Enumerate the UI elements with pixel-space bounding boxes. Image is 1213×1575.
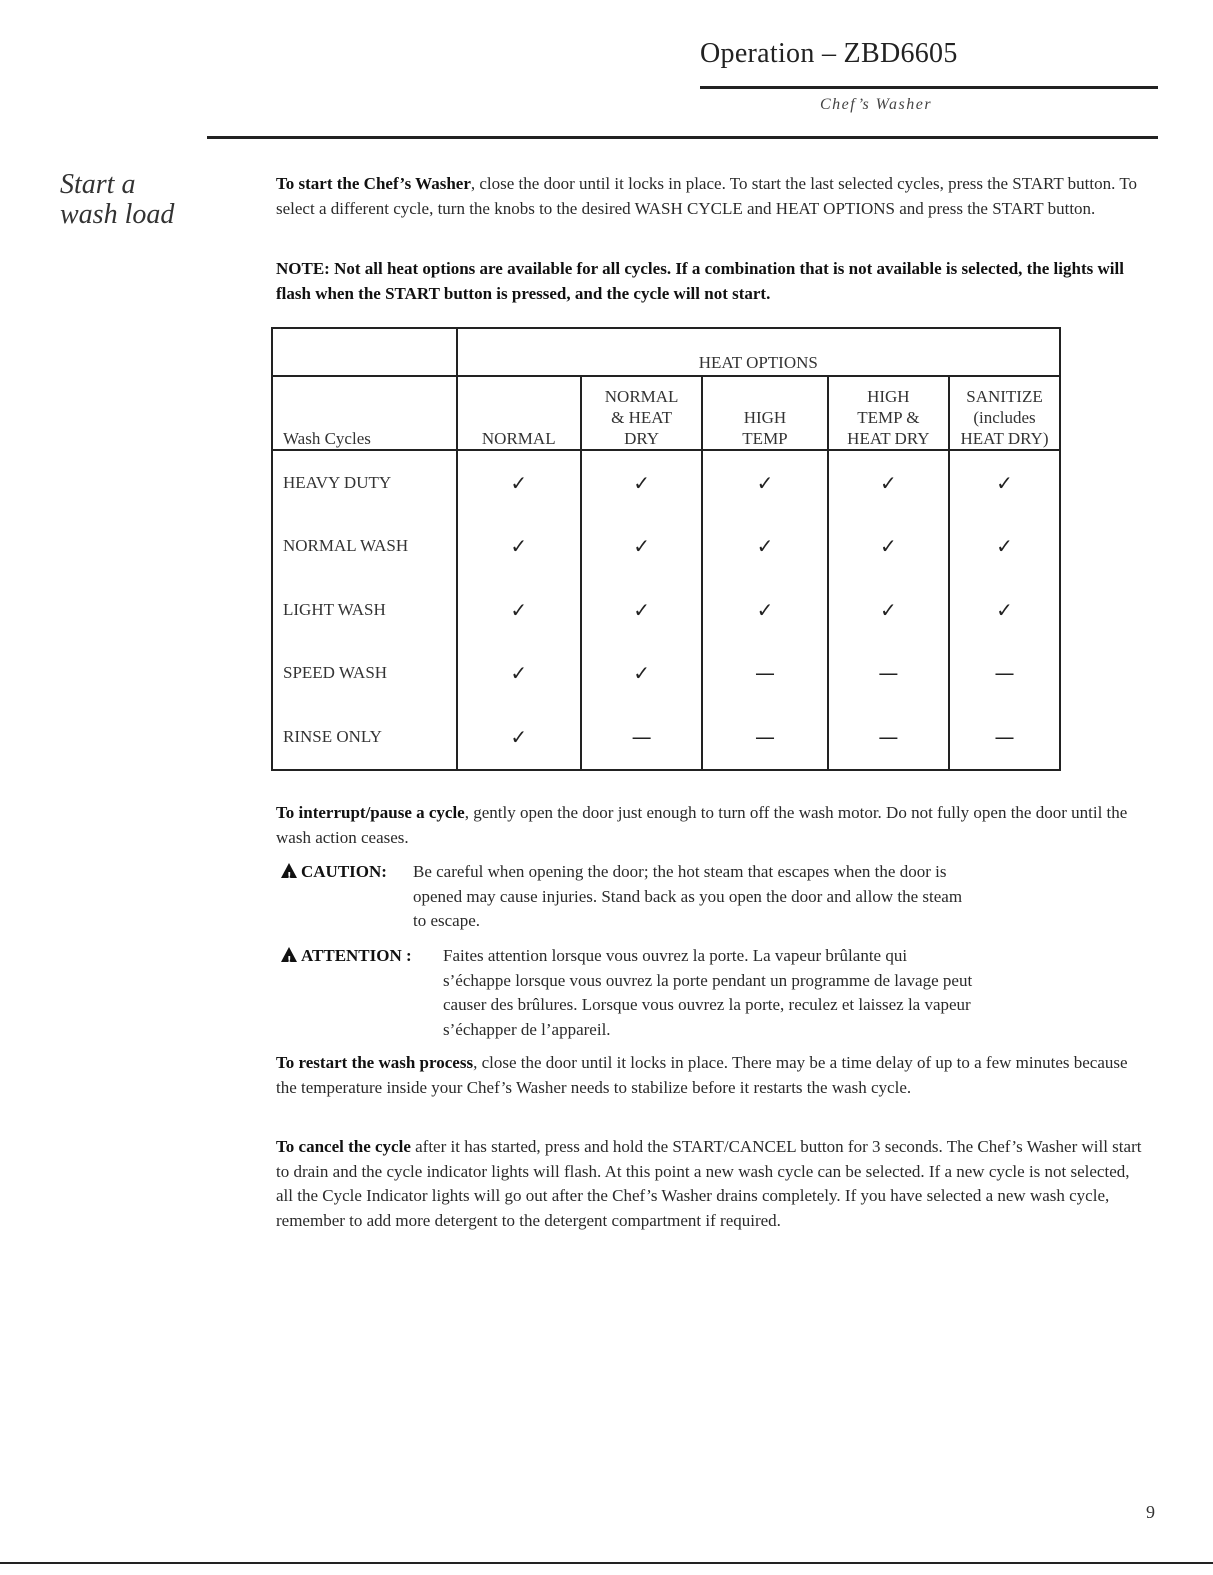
attention-line: s’échapper de l’appareil. bbox=[443, 1019, 611, 1039]
attention-line: Faites attention lorsque vous ouvrez la porte. La vapeur brûlante qui bbox=[443, 946, 908, 965]
option-mark: ✓ bbox=[581, 578, 702, 642]
option-mark: ✓ bbox=[702, 578, 827, 642]
column-header-line: NORMAL bbox=[604, 387, 679, 406]
option-mark: — bbox=[949, 642, 1060, 706]
option-mark: ✓ bbox=[581, 450, 702, 515]
column-header-line: HIGH bbox=[743, 408, 787, 427]
section-title-line-1: Start a bbox=[60, 169, 136, 200]
restart-text: , close the door until it locks in place. There may be a time delay of up to a few minutes because the temperature inside your Chef’s Washer needs to stabilize before it restarts the wash cycle. bbox=[276, 1053, 1128, 1097]
table-corner-cell bbox=[272, 328, 457, 376]
intro-paragraph bbox=[276, 172, 1146, 221]
option-mark: ✓ bbox=[828, 515, 949, 579]
wash-cycle-name: HEAVY DUTY bbox=[283, 472, 392, 492]
section-title-line-2: wash load bbox=[60, 199, 175, 230]
option-mark: — bbox=[702, 642, 827, 706]
option-mark: ✓ bbox=[581, 642, 702, 706]
column-header-sanitize bbox=[949, 376, 1060, 450]
option-mark: ✓ bbox=[457, 515, 581, 579]
column-header-line: & HEAT bbox=[611, 408, 673, 427]
note-paragraph: NOTE: Not all heat options are available for all cycles. If a combination that is not available is selected, the lights will flash when the START button is pressed, and the cycle will not start. bbox=[276, 259, 1124, 303]
caution-line: opened may cause injuries. Stand back as you open the door and allow the steam bbox=[413, 886, 963, 906]
column-header-high-temp-heat-dry bbox=[828, 376, 949, 450]
option-mark: ✓ bbox=[949, 515, 1060, 579]
wash-cycle-name: SPEED WASH bbox=[283, 663, 388, 683]
wash-cycles-header: Wash Cycles bbox=[272, 376, 457, 450]
column-header-line: HEAT DRY bbox=[847, 429, 930, 448]
table-row bbox=[272, 705, 1060, 770]
column-header-line: HEAT DRY) bbox=[960, 429, 1049, 448]
wash-cycle-name: LIGHT WASH bbox=[283, 599, 386, 619]
option-mark: ✓ bbox=[949, 450, 1060, 515]
option-mark: ✓ bbox=[828, 578, 949, 642]
option-mark: — bbox=[581, 705, 702, 770]
caution-line: Be careful when opening the door; the hot steam that escapes when the door is bbox=[413, 862, 947, 881]
section-title bbox=[60, 170, 174, 230]
header-rule bbox=[700, 86, 1158, 89]
wash-cycle-name: RINSE ONLY bbox=[283, 726, 382, 746]
attention-label: !ATTENTION : bbox=[281, 944, 412, 969]
warning-icon bbox=[281, 947, 297, 962]
column-header-line: HIGH bbox=[867, 387, 910, 406]
cancel-paragraph bbox=[276, 1135, 1146, 1233]
column-header-normal bbox=[457, 376, 581, 450]
interrupt-text: , gently open the door just enough to turn off the wash motor. Do not fully open the door until the wash action ceases. bbox=[276, 803, 1128, 847]
column-header-line: TEMP & bbox=[857, 408, 920, 427]
attention-text bbox=[443, 944, 1153, 1042]
option-mark: ✓ bbox=[581, 515, 702, 579]
column-header-high-temp bbox=[702, 376, 827, 450]
intro-text: , close the door until it locks in place. To start the last selected cycles, press the START button. To select a different cycle, turn the knobs to the desired WASH CYCLE and HEAT OPTIONS and press the START button. bbox=[276, 174, 1138, 218]
column-header-line: (includes bbox=[973, 408, 1036, 427]
option-mark: — bbox=[828, 642, 949, 706]
page-header-title: Operation – ZBD6605 bbox=[700, 38, 958, 69]
page-header-subtitle: Chef’s Washer bbox=[820, 96, 933, 113]
table-row bbox=[272, 578, 1060, 642]
restart-lead: To restart the wash process bbox=[276, 1053, 474, 1072]
option-mark: ✓ bbox=[702, 450, 827, 515]
option-mark: ✓ bbox=[457, 578, 581, 642]
cancel-text: after it has started, press and hold the START/CANCEL button for 3 seconds. The Chef’s Washer will start to drain and the cycle indicator lights will flash. At this point a new wash cycle can be selected. If a new cycle is not selected, all the Cycle Indicator lights will go out after the Chef’s Washer drains completely. If you have selected a new wash cycle, remember to add more detergent to the detergent compartment if required. bbox=[276, 1137, 1142, 1230]
cancel-lead: To cancel the cycle bbox=[276, 1137, 411, 1156]
section-rule bbox=[207, 136, 1158, 139]
page-number: 9 bbox=[1146, 1502, 1155, 1522]
option-mark: ✓ bbox=[457, 705, 581, 770]
caution-label: !CAUTION: bbox=[281, 860, 387, 885]
table-row bbox=[272, 450, 1060, 515]
attention-line: s’échappe lorsque vous ouvrez la porte pendant un programme de lavage peut bbox=[443, 970, 973, 990]
column-header-line: DRY bbox=[624, 429, 660, 448]
column-header-line: SANITIZE bbox=[966, 387, 1043, 406]
warning-icon bbox=[281, 863, 297, 878]
option-mark: — bbox=[949, 705, 1060, 770]
interrupt-paragraph bbox=[276, 801, 1146, 850]
option-mark: — bbox=[828, 705, 949, 770]
option-mark: ✓ bbox=[828, 450, 949, 515]
option-mark: ✓ bbox=[457, 450, 581, 515]
wash-cycle-name: NORMAL WASH bbox=[283, 536, 409, 556]
column-header-normal-heat-dry bbox=[581, 376, 702, 450]
caution-text bbox=[413, 860, 1153, 934]
caution-line: to escape. bbox=[413, 911, 481, 930]
column-header-line: TEMP bbox=[742, 429, 788, 448]
option-mark: ✓ bbox=[949, 578, 1060, 642]
restart-paragraph bbox=[276, 1051, 1146, 1100]
attention-line: causer des brûlures. Lorsque vous ouvrez la porte, reculez et laissez la vapeur bbox=[443, 995, 971, 1014]
option-mark: — bbox=[702, 705, 827, 770]
interrupt-lead: To interrupt/pause a cycle bbox=[276, 803, 465, 822]
table-row bbox=[272, 515, 1060, 579]
table-row bbox=[272, 642, 1060, 706]
intro-lead: To start the Chef’s Washer bbox=[276, 174, 471, 193]
column-header-line: NORMAL bbox=[481, 429, 556, 448]
option-mark: ✓ bbox=[702, 515, 827, 579]
heat-options-header: HEAT OPTIONS bbox=[457, 328, 1060, 376]
footer-rule bbox=[0, 1562, 1213, 1564]
option-mark: ✓ bbox=[457, 642, 581, 706]
heat-options-table bbox=[271, 327, 1061, 771]
